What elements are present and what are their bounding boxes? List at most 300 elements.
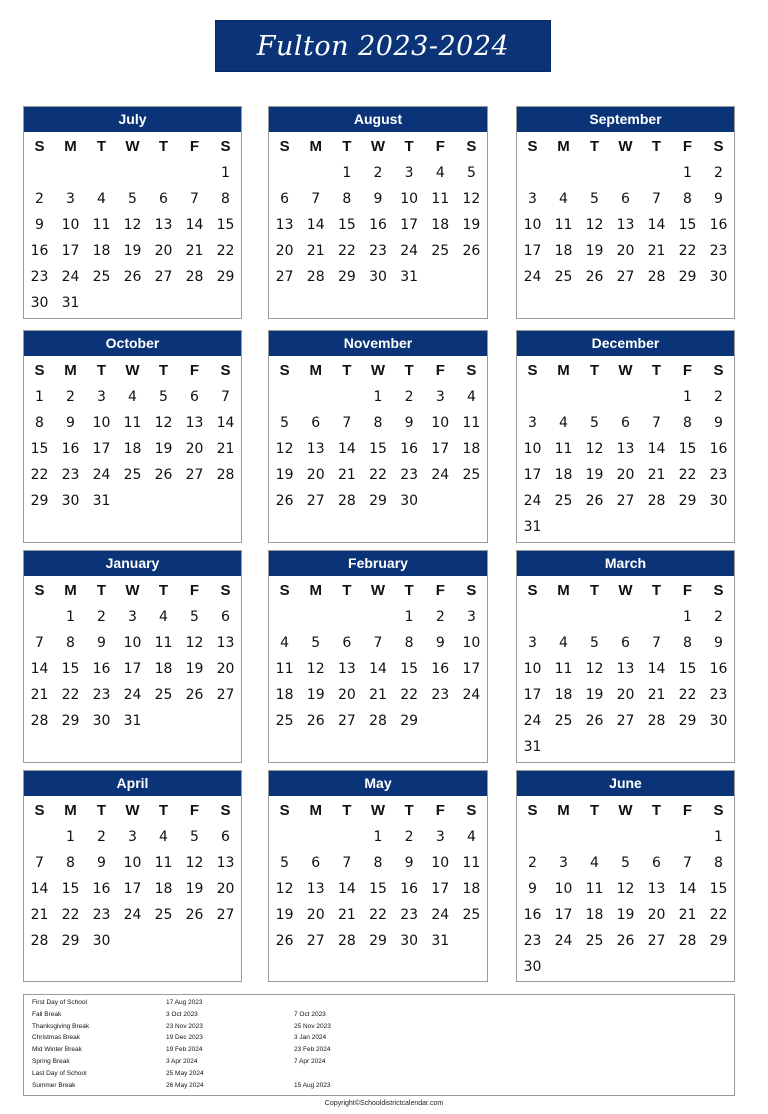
day-cell: 8 bbox=[66, 855, 75, 871]
day-cell: 16 bbox=[61, 441, 80, 457]
day-cell: 22 bbox=[678, 687, 697, 703]
weekday-label: S bbox=[713, 581, 724, 599]
day-cell: 23 bbox=[369, 243, 387, 259]
day-cell: 26 bbox=[185, 907, 204, 923]
day-cell: 22 bbox=[678, 467, 697, 483]
weekday-label: S bbox=[34, 801, 45, 819]
weekday-label: W bbox=[370, 581, 386, 599]
day-cell: 2 bbox=[714, 389, 723, 405]
day-cell: 10 bbox=[61, 217, 80, 233]
events-list bbox=[23, 994, 735, 1096]
day-cell: 28 bbox=[678, 933, 697, 949]
weekday-label: S bbox=[279, 581, 290, 599]
event-row bbox=[24, 999, 734, 1011]
day-cell: 3 bbox=[435, 829, 445, 845]
month-name: June bbox=[517, 771, 734, 796]
day-cell: 25 bbox=[462, 907, 481, 923]
day-cell: 18 bbox=[462, 881, 481, 897]
day-cell: 17 bbox=[523, 467, 542, 483]
day-cell: 6 bbox=[311, 415, 321, 431]
day-cell: 26 bbox=[462, 243, 481, 259]
day-cell: 24 bbox=[523, 269, 542, 285]
day-cell: 2 bbox=[35, 191, 44, 207]
day-cell: 9 bbox=[404, 415, 414, 431]
day-cell: 25 bbox=[554, 269, 573, 285]
weekday-label: T bbox=[589, 581, 600, 599]
day-cell: 8 bbox=[66, 635, 75, 651]
day-cell: 14 bbox=[647, 441, 666, 457]
day-cell: 7 bbox=[652, 191, 661, 207]
day-cell: 11 bbox=[123, 415, 142, 431]
weekday-header bbox=[269, 356, 487, 384]
day-cell: 18 bbox=[554, 467, 573, 483]
day-cell: 26 bbox=[123, 269, 142, 285]
day-grid bbox=[24, 160, 241, 316]
day-cell: 29 bbox=[709, 933, 728, 949]
weekday-label: S bbox=[713, 137, 724, 155]
day-cell: 15 bbox=[61, 881, 80, 897]
event-start-date: 23 Nov 2023 bbox=[166, 1022, 203, 1030]
day-cell: 16 bbox=[523, 907, 542, 923]
day-cell: 10 bbox=[123, 855, 142, 871]
day-cell: 28 bbox=[185, 269, 204, 285]
day-cell: 14 bbox=[337, 441, 356, 457]
weekday-header bbox=[517, 796, 734, 824]
day-cell: 31 bbox=[61, 295, 80, 311]
day-cell: 27 bbox=[647, 933, 666, 949]
month-name: March bbox=[517, 551, 734, 576]
day-cell: 12 bbox=[275, 441, 294, 457]
day-cell: 4 bbox=[280, 635, 290, 651]
weekday-label: M bbox=[309, 801, 322, 819]
day-cell: 20 bbox=[216, 661, 235, 677]
weekday-label: M bbox=[557, 361, 570, 379]
day-cell: 29 bbox=[337, 269, 356, 285]
weekday-header bbox=[24, 132, 241, 160]
weekday-label: F bbox=[189, 801, 200, 819]
weekday-label: T bbox=[96, 361, 107, 379]
weekday-label: T bbox=[651, 581, 662, 599]
day-cell: 7 bbox=[342, 415, 352, 431]
weekday-label: W bbox=[618, 581, 633, 599]
weekday-label: S bbox=[466, 581, 477, 599]
day-cell: 14 bbox=[185, 217, 204, 233]
day-cell: 4 bbox=[466, 389, 476, 405]
weekday-label: T bbox=[342, 361, 352, 379]
day-cell: 6 bbox=[311, 855, 321, 871]
day-cell: 23 bbox=[92, 687, 111, 703]
day-cell: 5 bbox=[190, 609, 199, 625]
day-cell: 31 bbox=[400, 269, 419, 285]
month-april bbox=[23, 770, 242, 982]
day-cell: 7 bbox=[683, 855, 692, 871]
day-cell: 2 bbox=[404, 829, 414, 845]
day-cell: 9 bbox=[714, 415, 723, 431]
day-cell: 21 bbox=[647, 243, 666, 259]
day-cell: 14 bbox=[678, 881, 697, 897]
day-cell: 30 bbox=[400, 493, 419, 509]
day-cell: 3 bbox=[404, 165, 414, 181]
day-cell: 12 bbox=[585, 217, 604, 233]
day-cell: 25 bbox=[462, 467, 481, 483]
weekday-header bbox=[269, 796, 487, 824]
weekday-header bbox=[24, 356, 241, 384]
day-cell: 2 bbox=[97, 829, 106, 845]
day-cell: 17 bbox=[123, 661, 142, 677]
day-cell: 9 bbox=[404, 855, 414, 871]
day-cell: 22 bbox=[369, 907, 387, 923]
day-grid bbox=[517, 824, 734, 980]
day-cell: 10 bbox=[523, 441, 542, 457]
weekday-label: F bbox=[682, 801, 693, 819]
day-cell: 28 bbox=[337, 493, 356, 509]
weekday-label: W bbox=[370, 361, 386, 379]
day-cell: 29 bbox=[369, 493, 387, 509]
weekday-label: M bbox=[64, 581, 77, 599]
event-name: Fall Break bbox=[32, 1010, 62, 1018]
day-cell: 11 bbox=[462, 415, 481, 431]
day-cell: 10 bbox=[523, 661, 542, 677]
day-cell: 16 bbox=[92, 881, 111, 897]
day-cell: 27 bbox=[216, 687, 235, 703]
day-cell: 16 bbox=[709, 661, 728, 677]
day-cell: 8 bbox=[373, 855, 383, 871]
day-cell: 22 bbox=[61, 907, 80, 923]
day-cell: 2 bbox=[528, 855, 537, 871]
day-cell: 17 bbox=[431, 441, 450, 457]
day-cell: 7 bbox=[221, 389, 230, 405]
event-row bbox=[24, 1046, 734, 1058]
day-cell: 18 bbox=[431, 217, 450, 233]
weekday-label: S bbox=[220, 361, 231, 379]
day-cell: 27 bbox=[185, 467, 204, 483]
day-cell: 31 bbox=[123, 713, 142, 729]
day-cell: 29 bbox=[61, 933, 80, 949]
day-cell: 5 bbox=[280, 415, 290, 431]
day-cell: 1 bbox=[373, 389, 383, 405]
calendar-title: Fulton 2023-2024 bbox=[256, 30, 510, 62]
day-grid bbox=[24, 824, 241, 954]
day-cell: 10 bbox=[462, 635, 481, 651]
day-cell: 13 bbox=[154, 217, 173, 233]
day-cell: 2 bbox=[404, 389, 414, 405]
weekday-label: S bbox=[279, 137, 290, 155]
month-june bbox=[516, 770, 735, 982]
day-cell: 7 bbox=[652, 635, 661, 651]
event-row bbox=[24, 1058, 734, 1070]
day-grid bbox=[269, 604, 487, 734]
day-cell: 29 bbox=[61, 713, 80, 729]
day-cell: 28 bbox=[216, 467, 235, 483]
day-cell: 17 bbox=[61, 243, 80, 259]
day-cell: 30 bbox=[709, 269, 728, 285]
day-cell: 22 bbox=[61, 687, 80, 703]
day-cell: 28 bbox=[30, 713, 49, 729]
day-cell: 2 bbox=[97, 609, 106, 625]
day-cell: 16 bbox=[30, 243, 49, 259]
day-cell: 27 bbox=[306, 493, 325, 509]
day-cell: 29 bbox=[30, 493, 49, 509]
day-cell: 30 bbox=[61, 493, 80, 509]
day-cell: 19 bbox=[462, 217, 481, 233]
day-cell: 9 bbox=[714, 635, 723, 651]
month-october bbox=[23, 330, 242, 543]
day-cell: 20 bbox=[275, 243, 294, 259]
weekday-label: W bbox=[618, 801, 633, 819]
day-cell: 20 bbox=[337, 687, 356, 703]
day-cell: 3 bbox=[559, 855, 568, 871]
day-cell: 30 bbox=[709, 493, 728, 509]
weekday-label: T bbox=[158, 581, 169, 599]
day-cell: 13 bbox=[216, 855, 235, 871]
day-cell: 30 bbox=[92, 933, 111, 949]
day-cell: 25 bbox=[92, 269, 111, 285]
weekday-label: S bbox=[220, 137, 231, 155]
day-grid bbox=[269, 384, 487, 514]
day-cell: 8 bbox=[404, 635, 414, 651]
weekday-label: S bbox=[466, 137, 477, 155]
day-cell: 13 bbox=[616, 441, 635, 457]
day-cell: 3 bbox=[466, 609, 476, 625]
weekday-label: M bbox=[309, 361, 322, 379]
copyright-text: Copyright©Schooldistrictcalendar.com bbox=[324, 1100, 444, 1107]
weekday-label: T bbox=[589, 361, 600, 379]
day-cell: 5 bbox=[128, 191, 137, 207]
day-cell: 30 bbox=[400, 933, 419, 949]
event-row bbox=[24, 1082, 734, 1094]
day-cell: 17 bbox=[431, 881, 450, 897]
weekday-label: T bbox=[342, 581, 352, 599]
day-cell: 3 bbox=[66, 191, 75, 207]
day-cell: 1 bbox=[221, 165, 230, 181]
day-cell: 24 bbox=[431, 467, 450, 483]
calendar-title-banner bbox=[215, 20, 551, 72]
weekday-label: S bbox=[279, 801, 290, 819]
day-grid bbox=[517, 384, 734, 540]
day-cell: 28 bbox=[647, 269, 666, 285]
day-cell: 10 bbox=[431, 855, 450, 871]
day-cell: 16 bbox=[431, 661, 450, 677]
day-cell: 13 bbox=[337, 661, 356, 677]
day-cell: 11 bbox=[462, 855, 481, 871]
weekday-label: T bbox=[404, 137, 414, 155]
weekday-label: S bbox=[527, 581, 538, 599]
day-cell: 24 bbox=[123, 907, 142, 923]
day-cell: 1 bbox=[683, 609, 692, 625]
day-cell: 26 bbox=[585, 713, 604, 729]
day-cell: 14 bbox=[306, 217, 325, 233]
day-cell: 10 bbox=[400, 191, 419, 207]
day-grid bbox=[24, 384, 241, 514]
day-cell: 10 bbox=[92, 415, 111, 431]
day-cell: 6 bbox=[621, 191, 630, 207]
day-cell: 9 bbox=[66, 415, 75, 431]
day-cell: 28 bbox=[337, 933, 356, 949]
weekday-header bbox=[517, 132, 734, 160]
weekday-label: S bbox=[713, 361, 724, 379]
weekday-label: T bbox=[589, 137, 600, 155]
day-cell: 19 bbox=[154, 441, 173, 457]
day-cell: 12 bbox=[185, 855, 204, 871]
day-cell: 26 bbox=[585, 493, 604, 509]
day-cell: 28 bbox=[306, 269, 325, 285]
weekday-label: T bbox=[342, 801, 352, 819]
day-cell: 5 bbox=[621, 855, 630, 871]
event-start-date: 26 May 2024 bbox=[166, 1081, 204, 1089]
day-cell: 28 bbox=[369, 713, 387, 729]
weekday-label: W bbox=[125, 137, 140, 155]
weekday-label: W bbox=[618, 361, 633, 379]
day-cell: 4 bbox=[128, 389, 137, 405]
day-cell: 5 bbox=[590, 191, 599, 207]
day-cell: 12 bbox=[616, 881, 635, 897]
weekday-label: T bbox=[342, 137, 352, 155]
day-grid bbox=[269, 824, 487, 954]
weekday-label: M bbox=[309, 581, 322, 599]
day-cell: 21 bbox=[337, 467, 356, 483]
weekday-label: F bbox=[435, 361, 445, 379]
day-cell: 21 bbox=[306, 243, 325, 259]
day-cell: 18 bbox=[92, 243, 111, 259]
weekday-label: T bbox=[96, 137, 107, 155]
weekday-label: T bbox=[589, 801, 600, 819]
weekday-label: T bbox=[404, 581, 414, 599]
day-cell: 24 bbox=[431, 907, 450, 923]
day-cell: 9 bbox=[435, 635, 445, 651]
event-start-date: 3 Oct 2023 bbox=[166, 1010, 198, 1018]
day-cell: 6 bbox=[190, 389, 199, 405]
month-august bbox=[268, 106, 488, 319]
weekday-header bbox=[269, 132, 487, 160]
day-cell: 27 bbox=[154, 269, 173, 285]
day-cell: 21 bbox=[369, 687, 387, 703]
day-cell: 8 bbox=[342, 191, 352, 207]
day-cell: 24 bbox=[462, 687, 481, 703]
day-cell: 11 bbox=[154, 635, 173, 651]
day-cell: 24 bbox=[400, 243, 419, 259]
day-cell: 3 bbox=[528, 635, 537, 651]
weekday-label: T bbox=[651, 361, 662, 379]
day-cell: 14 bbox=[30, 661, 49, 677]
month-january bbox=[23, 550, 242, 763]
weekday-label: W bbox=[125, 801, 140, 819]
day-cell: 7 bbox=[190, 191, 199, 207]
weekday-label: S bbox=[220, 581, 231, 599]
day-cell: 1 bbox=[683, 165, 692, 181]
day-cell: 26 bbox=[154, 467, 173, 483]
day-cell: 19 bbox=[585, 687, 604, 703]
day-cell: 8 bbox=[683, 191, 692, 207]
day-cell: 12 bbox=[154, 415, 173, 431]
day-cell: 27 bbox=[337, 713, 356, 729]
day-cell: 17 bbox=[123, 881, 142, 897]
day-cell: 13 bbox=[306, 881, 325, 897]
month-july bbox=[23, 106, 242, 319]
day-cell: 31 bbox=[523, 739, 542, 755]
day-cell: 22 bbox=[369, 467, 387, 483]
day-cell: 23 bbox=[30, 269, 49, 285]
day-cell: 23 bbox=[61, 467, 80, 483]
day-cell: 25 bbox=[431, 243, 450, 259]
day-cell: 14 bbox=[647, 217, 666, 233]
weekday-label: S bbox=[34, 361, 45, 379]
day-cell: 19 bbox=[275, 467, 294, 483]
day-cell: 17 bbox=[523, 687, 542, 703]
day-cell: 1 bbox=[342, 165, 352, 181]
day-cell: 22 bbox=[709, 907, 728, 923]
day-cell: 18 bbox=[154, 881, 173, 897]
day-cell: 28 bbox=[30, 933, 49, 949]
day-cell: 19 bbox=[585, 243, 604, 259]
event-name: Mid Winter Break bbox=[32, 1046, 82, 1054]
event-start-date: 3 Apr 2024 bbox=[166, 1057, 198, 1065]
weekday-label: T bbox=[96, 581, 107, 599]
day-cell: 23 bbox=[709, 467, 728, 483]
day-cell: 11 bbox=[154, 855, 173, 871]
day-cell: 7 bbox=[373, 635, 383, 651]
day-cell: 6 bbox=[159, 191, 168, 207]
day-cell: 19 bbox=[185, 661, 204, 677]
weekday-label: F bbox=[189, 581, 200, 599]
day-cell: 6 bbox=[621, 635, 630, 651]
day-cell: 18 bbox=[554, 687, 573, 703]
month-name: January bbox=[24, 551, 241, 576]
weekday-label: M bbox=[309, 137, 322, 155]
month-name: July bbox=[24, 107, 241, 132]
day-cell: 24 bbox=[123, 687, 142, 703]
day-cell: 15 bbox=[337, 217, 356, 233]
day-cell: 22 bbox=[337, 243, 356, 259]
day-cell: 11 bbox=[585, 881, 604, 897]
day-cell: 18 bbox=[462, 441, 481, 457]
month-name: November bbox=[269, 331, 487, 356]
day-cell: 10 bbox=[123, 635, 142, 651]
day-cell: 3 bbox=[528, 191, 537, 207]
event-end-date: 15 Aug 2023 bbox=[294, 1081, 331, 1089]
day-cell: 14 bbox=[369, 661, 387, 677]
day-cell: 30 bbox=[30, 295, 49, 311]
day-cell: 30 bbox=[709, 713, 728, 729]
day-cell: 1 bbox=[373, 829, 383, 845]
day-cell: 22 bbox=[678, 243, 697, 259]
day-cell: 25 bbox=[585, 933, 604, 949]
day-cell: 12 bbox=[585, 441, 604, 457]
day-cell: 5 bbox=[590, 415, 599, 431]
day-cell: 10 bbox=[554, 881, 573, 897]
event-end-date: 7 Apr 2024 bbox=[294, 1057, 326, 1065]
day-cell: 14 bbox=[647, 661, 666, 677]
day-cell: 24 bbox=[554, 933, 573, 949]
day-cell: 15 bbox=[709, 881, 728, 897]
day-cell: 13 bbox=[185, 415, 204, 431]
day-cell: 4 bbox=[97, 191, 106, 207]
weekday-label: F bbox=[189, 361, 200, 379]
day-cell: 15 bbox=[678, 441, 697, 457]
day-cell: 2 bbox=[714, 165, 723, 181]
day-cell: 4 bbox=[590, 855, 599, 871]
day-cell: 9 bbox=[35, 217, 44, 233]
day-cell: 17 bbox=[462, 661, 481, 677]
weekday-label: M bbox=[557, 801, 570, 819]
day-cell: 25 bbox=[123, 467, 142, 483]
day-cell: 25 bbox=[154, 687, 173, 703]
day-cell: 22 bbox=[400, 687, 419, 703]
day-cell: 8 bbox=[373, 415, 383, 431]
event-name: Thanksgiving Break bbox=[32, 1022, 90, 1030]
day-cell: 11 bbox=[554, 217, 573, 233]
month-november bbox=[268, 330, 488, 543]
day-cell: 13 bbox=[647, 881, 666, 897]
